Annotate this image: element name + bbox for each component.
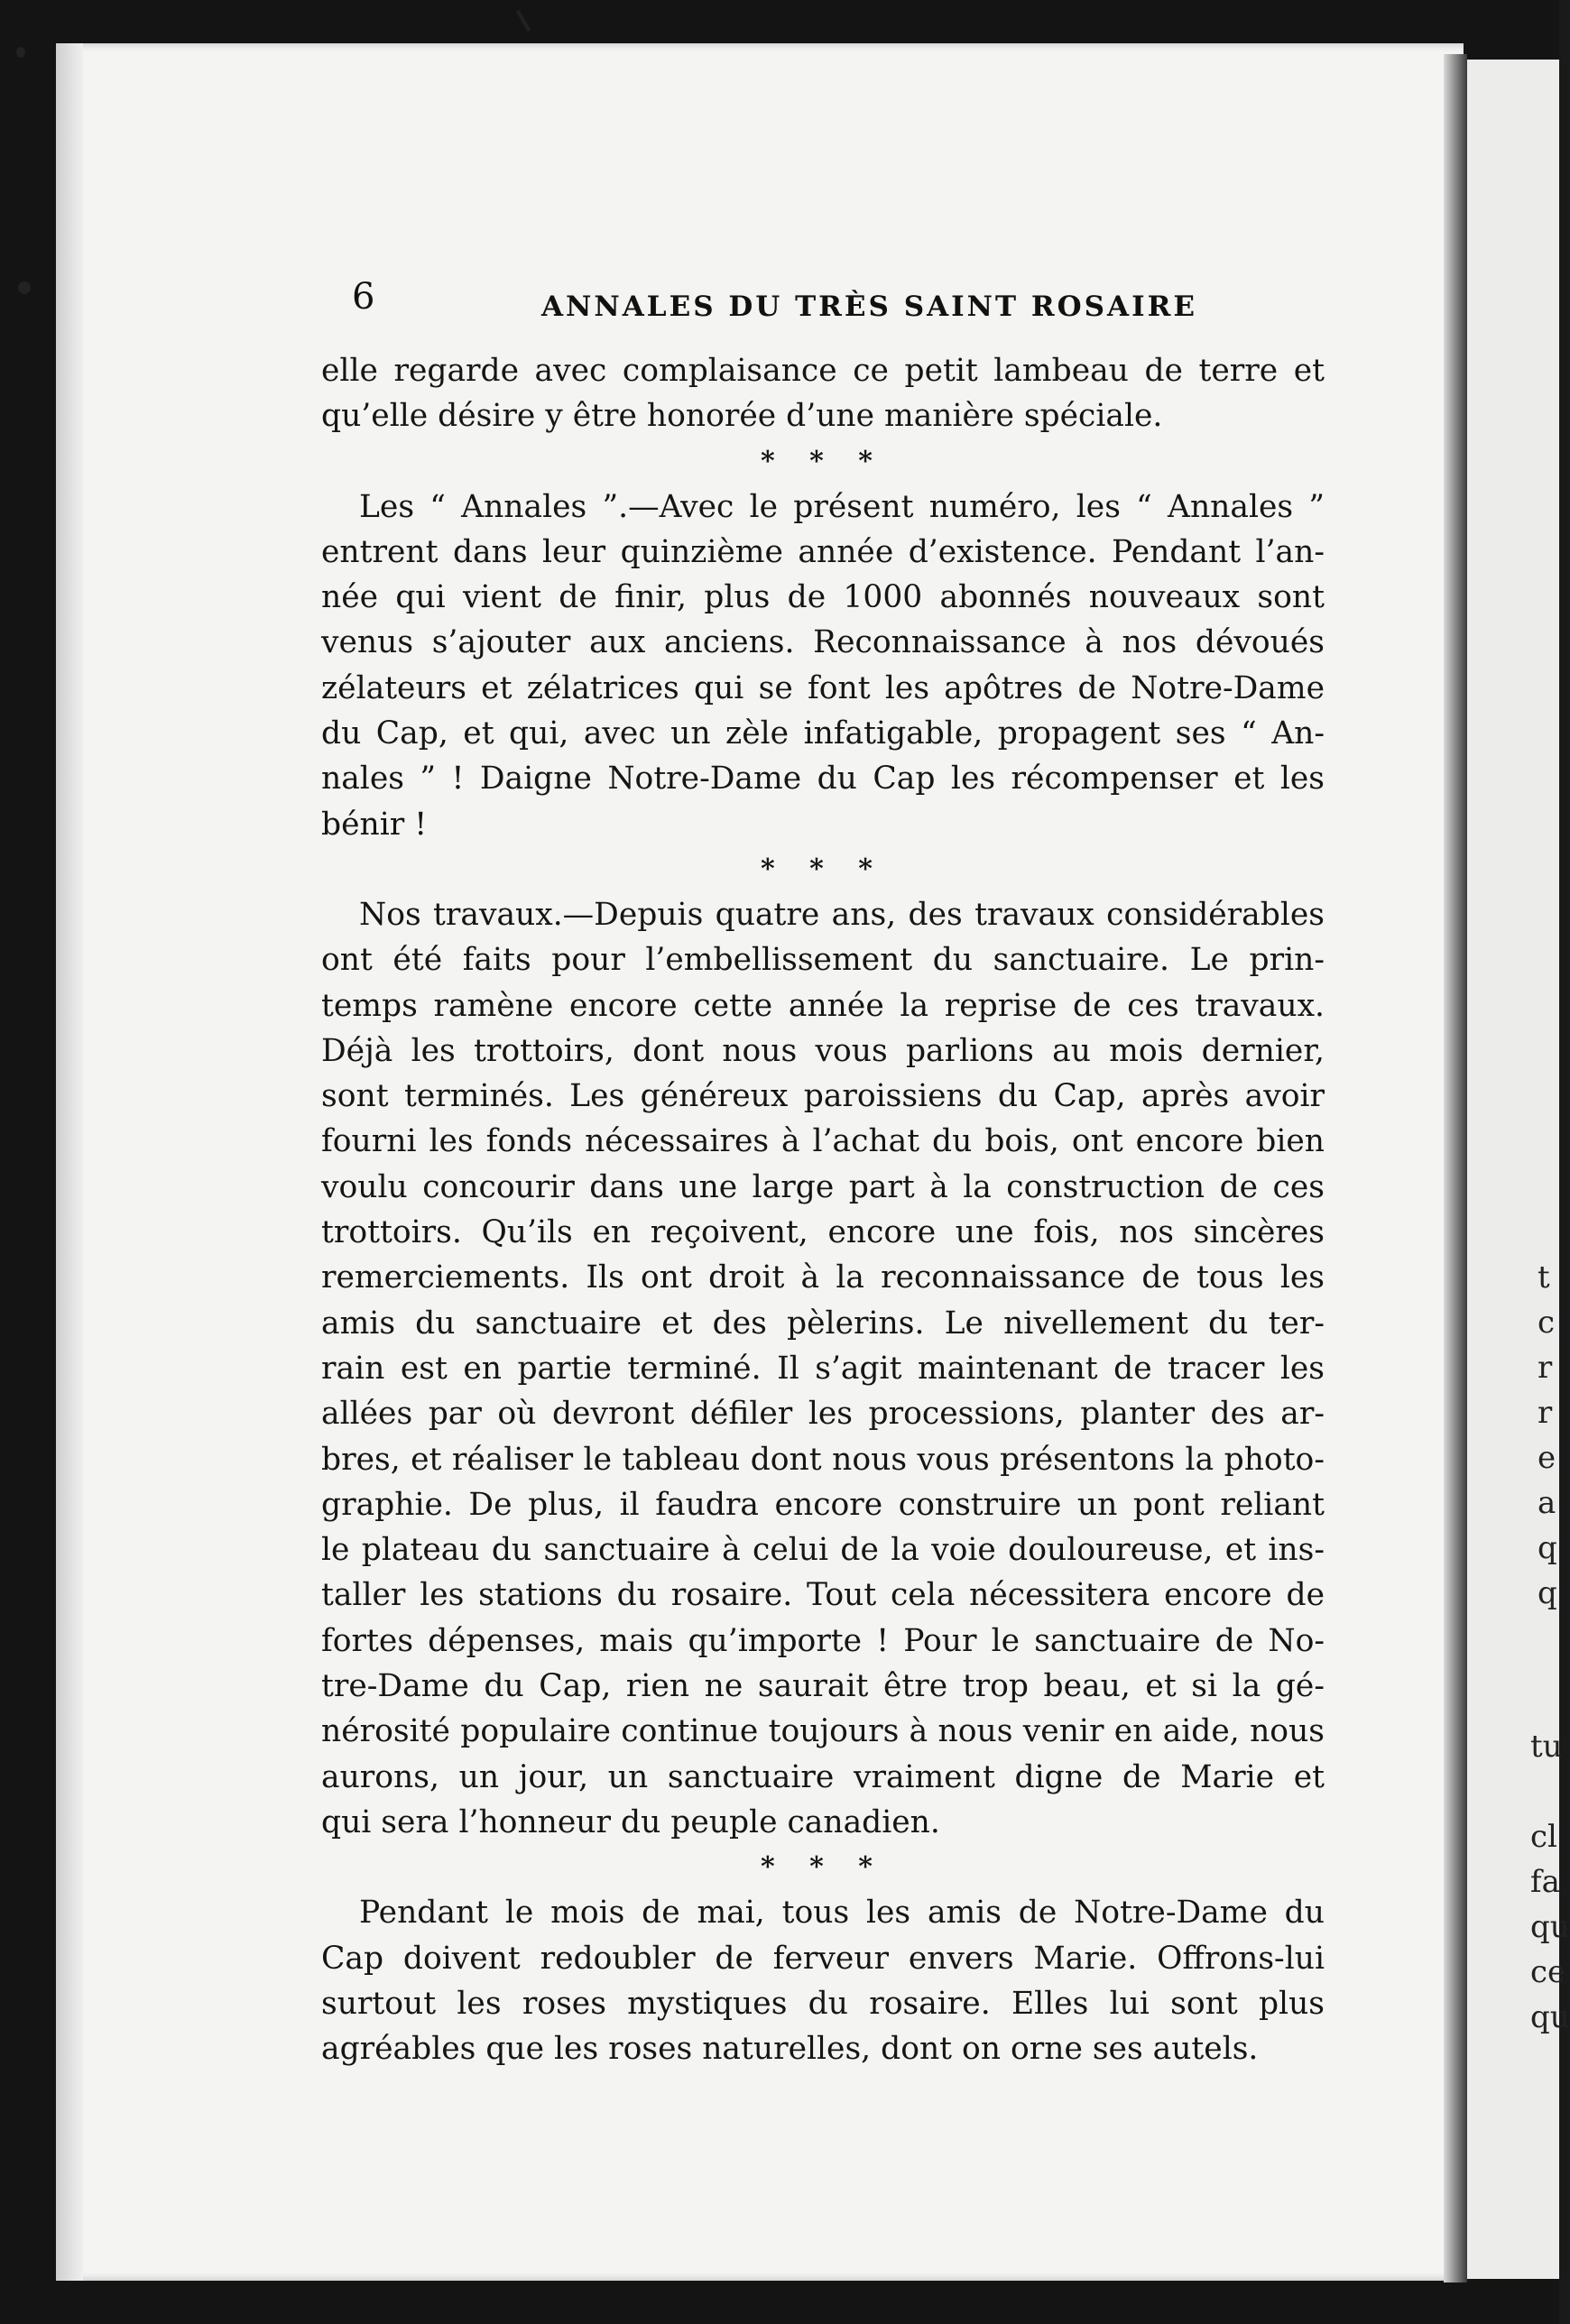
- facing-page-fragment: qu: [1530, 1909, 1570, 1945]
- page-number: 6: [352, 276, 375, 318]
- text-line: Les “ Annales ”.—Avec le présent numéro, les “ Annales ”: [359, 488, 1325, 525]
- facing-page-fragment: fa: [1530, 1864, 1560, 1900]
- scan-speck: [18, 281, 31, 294]
- text-line: agréables que les roses naturelles, dont on orne ses autels.: [321, 2031, 1259, 2068]
- text-line: amis du sanctuaire et des pèlerins. Le nivellement du ter-: [321, 1305, 1325, 1342]
- section-separator: * * *: [761, 1851, 885, 1884]
- scan-speck: [516, 10, 531, 32]
- facing-page-fragment: ce: [1530, 1954, 1566, 1990]
- scan-speck: [16, 47, 25, 58]
- text-line: temps ramène encore cette année la reprise de ces travaux.: [321, 987, 1325, 1024]
- facing-page-fragment: cl: [1530, 1819, 1557, 1855]
- text-line: fourni les fonds nécessaires à l’achat du bois, ont encore bien: [321, 1123, 1325, 1160]
- facing-page-fragment: q: [1538, 1530, 1557, 1566]
- section-separator: * * *: [761, 445, 885, 477]
- facing-page-fragment: q: [1538, 1575, 1557, 1611]
- text-line: surtout les roses mystiques du rosaire. Elles lui sont plus: [321, 1985, 1325, 2022]
- text-line: Déjà les trottoirs, dont nous vous parlions au mois dernier,: [321, 1032, 1325, 1069]
- text-line: zélateurs et zélatrices qui se font les apôtres de Notre-Dame: [321, 669, 1325, 706]
- text-line: allées par où devront défiler les processions, planter des ar-: [321, 1396, 1325, 1433]
- text-line: nales ” ! Daigne Notre-Dame du Cap les récompenser et les: [321, 761, 1325, 798]
- text-line: graphie. De plus, il faudra encore construire un pont reliant: [321, 1486, 1325, 1523]
- text-line: bénir !: [321, 806, 428, 843]
- text-line: elle regarde avec complaisance ce petit lambeau de terre et: [321, 353, 1325, 389]
- text-line: Pendant le mois de mai, tous les amis de Notre-Dame du: [359, 1895, 1325, 1932]
- text-line: nérosité populaire continue toujours à nous venir en aide, nous: [321, 1713, 1325, 1750]
- book-gutter: [1444, 54, 1467, 2282]
- text-line: fortes dépenses, mais qu’importe ! Pour le sanctuaire de No-: [321, 1622, 1325, 1659]
- text-line: ont été faits pour l’embellissement du sanctuaire. Le prin-: [321, 942, 1325, 979]
- running-head: ANNALES DU TRÈS SAINT ROSAIRE: [541, 290, 1197, 323]
- facing-page-fragment: qu: [1530, 1999, 1570, 2035]
- text-line: qu’elle désire y être honorée d’une manière spéciale.: [321, 398, 1163, 435]
- text-line: sont terminés. Les généreux paroissiens du Cap, après avoir: [321, 1078, 1325, 1115]
- text-line: rain est en partie terminé. Il s’agit maintenant de tracer les: [321, 1350, 1325, 1387]
- text-line: remerciements. Ils ont droit à la reconnaissance de tous les: [321, 1259, 1325, 1296]
- facing-page-fragment: r: [1538, 1395, 1553, 1431]
- text-line: tre-Dame du Cap, rien ne saurait être trop beau, et si la gé-: [321, 1668, 1325, 1705]
- section-separator: * * *: [761, 853, 885, 885]
- text-line: née qui vient de finir, plus de 1000 abonnés nouveaux sont: [321, 579, 1325, 616]
- text-line: trottoirs. Qu’ils en reçoivent, encore une fois, nos sincères: [321, 1214, 1325, 1251]
- page-header: [352, 271, 1344, 325]
- text-line: le plateau du sanctuaire à celui de la voie douloureuse, et ins-: [321, 1532, 1325, 1569]
- text-line: aurons, un jour, un sanctuaire vraiment digne de Marie et: [321, 1758, 1325, 1795]
- text-line: voulu concourir dans une large part à la construction de ces: [321, 1168, 1325, 1205]
- facing-page-fragment: t: [1538, 1259, 1550, 1296]
- text-line: bres, et réaliser le tableau dont nous vous présentons la photo-: [321, 1441, 1325, 1478]
- facing-page-fragment: c: [1538, 1305, 1556, 1341]
- text-line: venus s’ajouter aux anciens. Reconnaissance à nos dévoués: [321, 624, 1325, 661]
- text-line: taller les stations du rosaire. Tout cela nécessitera encore de: [321, 1577, 1325, 1614]
- facing-page-fragment: tu: [1530, 1729, 1563, 1765]
- text-line: entrent dans leur quinzième année d’existence. Pendant l’an-: [321, 533, 1325, 570]
- facing-page-edge: [1467, 60, 1570, 2279]
- text-line: Nos travaux.—Depuis quatre ans, des travaux considérables: [359, 896, 1325, 933]
- page-edge-shadow: [56, 43, 83, 2281]
- text-line: qui sera l’honneur du peuple canadien.: [321, 1803, 940, 1840]
- facing-page-fragment: a: [1538, 1485, 1556, 1521]
- body-text: [321, 348, 1325, 2071]
- text-line: Cap doivent redoubler de ferveur envers Marie. Offrons-lui: [321, 1940, 1325, 1977]
- text-line: du Cap, et qui, avec un zèle infatigable, propagent ses “ An-: [321, 715, 1325, 752]
- facing-page-fragment: r: [1538, 1350, 1553, 1386]
- facing-page-fragment: e: [1538, 1440, 1556, 1476]
